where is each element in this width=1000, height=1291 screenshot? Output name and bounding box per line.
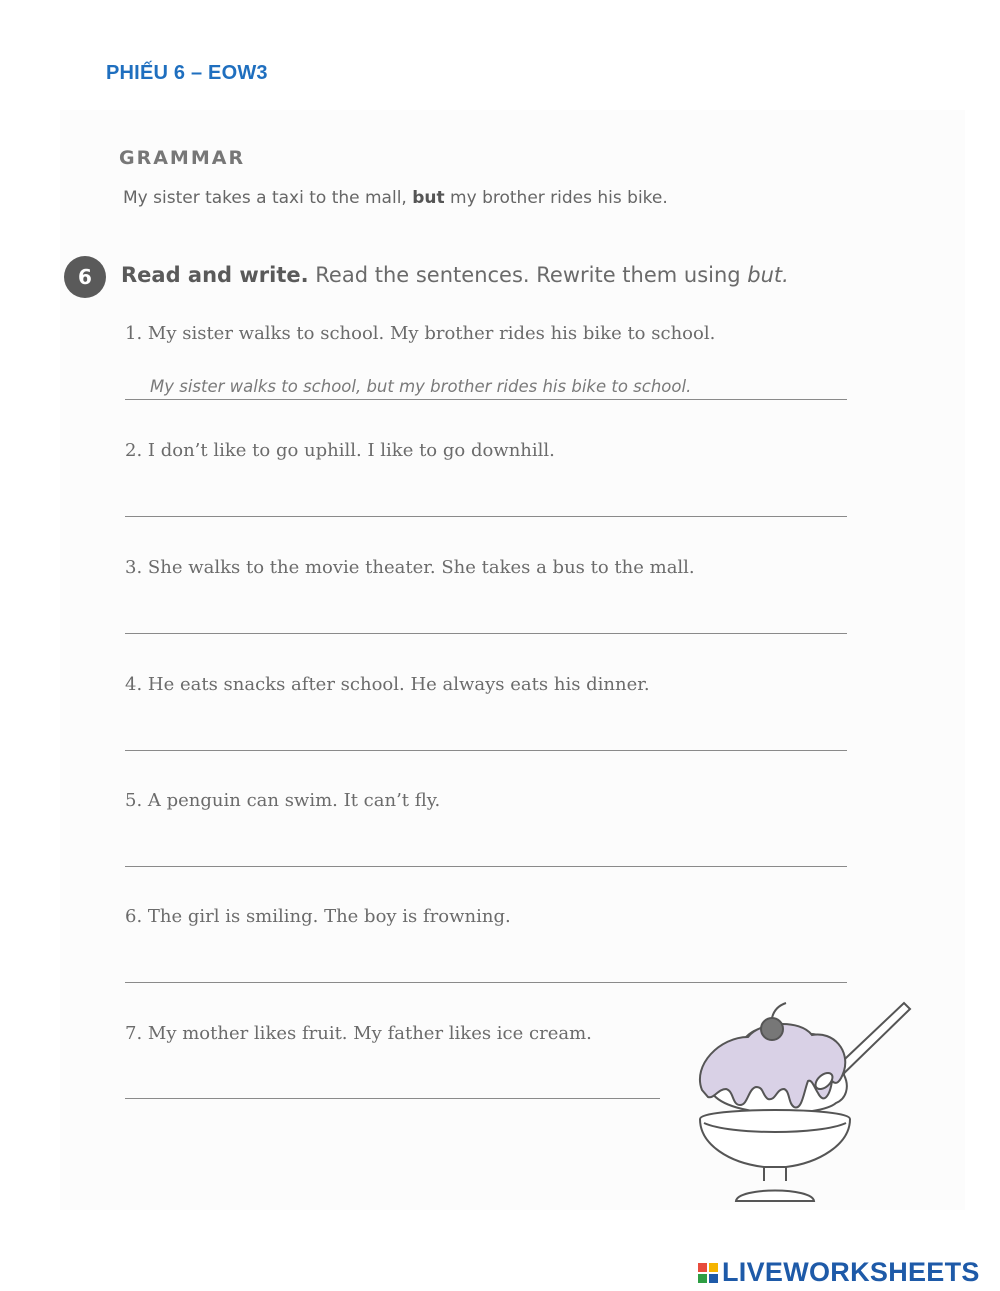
prompt-3: 3. She walks to the movie theater. She takes a bus to the mall. (125, 557, 695, 578)
prompt-1: 1. My sister walks to school. My brother rides his bike to school. (125, 323, 716, 344)
answer-line-4[interactable] (125, 750, 847, 751)
logo-text: LIVEWORKSHEETS (722, 1257, 980, 1287)
ice-cream-sundae-illustration (690, 995, 920, 1210)
liveworksheets-logo (698, 1257, 980, 1288)
sample-answer-1: My sister walks to school, but my brother rides his bike to school. (150, 377, 692, 396)
grammar-example-end: my brother rides his bike. (444, 188, 668, 208)
exercise-number-badge: 6 (64, 256, 106, 298)
answer-line-6[interactable] (125, 982, 847, 983)
instruction-text: Read the sentences. Rewrite them using (308, 263, 748, 287)
answer-line-7[interactable] (125, 1098, 660, 1099)
instruction-keyword: but. (747, 263, 789, 287)
instruction-lead: Read and write. (121, 263, 309, 287)
exercise-instruction (121, 263, 789, 287)
answer-line-2[interactable] (125, 516, 847, 517)
prompt-6: 6. The girl is smiling. The boy is frowning. (125, 906, 511, 927)
answer-line-5[interactable] (125, 866, 847, 867)
grammar-keyword: but (412, 188, 445, 208)
logo-mark-icon (698, 1263, 718, 1283)
sheet-title: PHIẾU 6 – EOW3 (106, 62, 268, 84)
grammar-example-start: My sister takes a taxi to the mall, (123, 188, 413, 208)
grammar-heading: GRAMMAR (119, 147, 246, 169)
answer-line-3[interactable] (125, 633, 847, 634)
prompt-4: 4. He eats snacks after school. He always eats his dinner. (125, 674, 650, 695)
prompt-2: 2. I don’t like to go uphill. I like to go downhill. (125, 440, 555, 461)
grammar-example (123, 188, 668, 208)
answer-line-1[interactable] (125, 399, 847, 400)
prompt-5: 5. A penguin can swim. It can’t fly. (125, 790, 441, 811)
prompt-7: 7. My mother likes fruit. My father likes ice cream. (125, 1023, 592, 1044)
